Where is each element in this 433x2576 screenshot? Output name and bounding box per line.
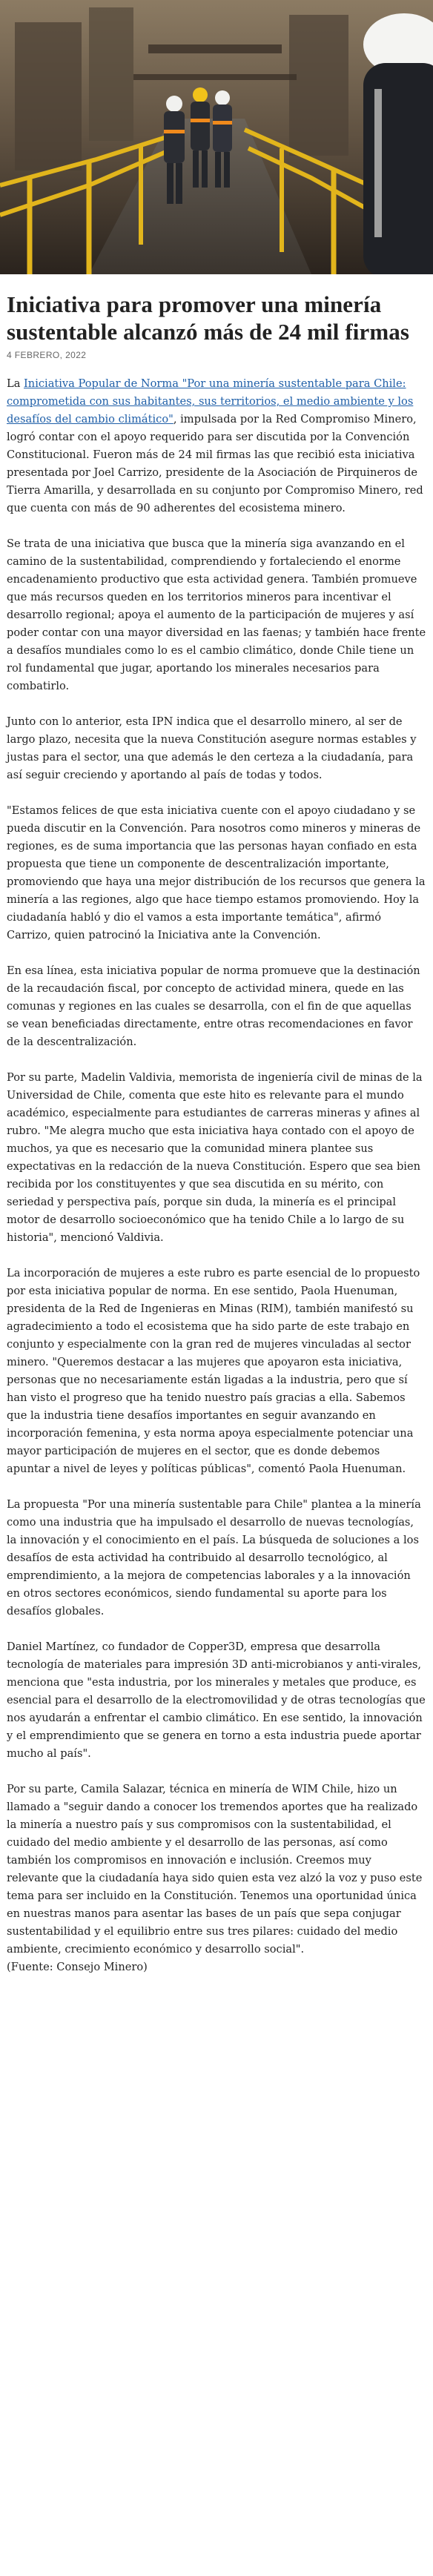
miners-walkway-illustration xyxy=(0,0,433,274)
paragraph-3: Junto con lo anterior, esta IPN indica que el desarrollo minero, al ser de largo plazo, necesita que la nueva Constitución asegure normas estables y justas para el sector, una que además le den certeza a la ciudadanía, para así seguir creciendo y aportando al país de todas y todos. xyxy=(7,715,417,781)
paragraph-1-lead: La xyxy=(7,377,24,390)
article-title: Iniciativa para promover una minería sustentable alcanzó más de 24 mil firmas xyxy=(7,291,410,345)
paragraph-6: Por su parte, Madelin Valdivia, memorista de ingeniería civil de minas de la Universidad de Chile, comenta que este hito es relevante para el mundo académico, especialmente para estudiantes de carreras mineras y afines al rubro. "Me alegra mucho que esta iniciativa haya contado con el apoyo de muchos, ya que es necesario que la comunidad minera plantee sus expectativas en la redacción de la nueva Constitución. Espero que sea bien recibida por los constituyentes y que sea discutida en su mérito, con seriedad y perspectiva país, porque sin duda, la minería es el principal motor de desarrollo socioeconómico que ha tenido Chile a lo largo de su historia", mencionó Valdivia. xyxy=(7,1071,423,1244)
paragraph-5: En esa línea, esta iniciativa popular de norma promueve que la destinación de la recaudación fiscal, por concepto de actividad minera, quede en las comunas y regiones en las cuales se desarrolla, con el fin de que aquellas se vean beneficiadas directamente, entre otras recomendaciones en favor de la descentralización. xyxy=(7,964,420,1048)
article-date: 4 FEBRERO, 2022 xyxy=(7,350,87,360)
paragraph-7: La incorporación de mujeres a este rubro es parte esencial de lo propuesto por esta iniciativa popular de norma. En ese sentido, Paola Huenuman, presidenta de la Red de Ingenieras en Minas (RIM), también manifestó su agradecimiento a todo el ecosistema que ha sido parte de este trabajo en conjunto y especialmente con la gran red de mujeres vinculadas al sector minero. "Queremos destacar a las mujeres que apoyaron esta iniciativa, personas que no necesariamente están ligadas a la industria, pero que sí han visto el progreso que ha tenido nuestro país gracias a ella. Sabemos que la industria tiene desafíos importantes en seguir avanzando en incorporación femenina, y esta norma apoya especialmente potenciar una mayor participación de mujeres en el sector, que es donde debemos apuntar a nivel de leyes y políticas públicas", comentó Paola Huenuman. xyxy=(7,1267,420,1475)
paragraph-8: La propuesta "Por una minería sustentable para Chile" plantea a la minería como una industria que ha impulsado el desarrollo de nuevas tecnologías, la innovación y el conocimiento en el país. La búsqueda de soluciones a los desafíos de esta actividad ha contribuido al desarrollo tecnológico, al emprendimiento, a la mejora de competencias laborales y a la innovación en otros sectores económicos, siendo fundamental su aporte para los desafíos globales. xyxy=(7,1498,421,1618)
article-source: (Fuente: Consejo Minero) xyxy=(7,1961,148,1973)
paragraph-2: Se trata de una iniciativa que busca que la minería siga avanzando en el camino de la sustentabilidad, comprendiendo y fortaleciendo el enorme encadenamiento productivo que esta actividad genera. También promueve que más recursos queden en los territorios mineros para incentivar el desarrollo regional; apoya el aumento de la participación de mujeres y así poder contar con una mayor diversidad en las faenas; y también hace frente a desafíos mundiales como lo es el cambio climático, donde Chile tiene un rol fundamental que jugar, aportando los minerales necesarios para combatirlo. xyxy=(7,537,426,692)
hero-image xyxy=(0,0,433,274)
paragraph-10: Por su parte, Camila Salazar, técnica en minería de WIM Chile, hizo un llamado a "seguir dando a conocer los tremendos aportes que ha realizado la minería a nuestro país y sus compromisos con la sustentabilidad, el cuidado del medio ambiente y el desarrollo de las personas, así como también los compromisos en innovación e inclusión. Creemos muy relevante que la ciudadanía haya sido quien esta vez alzó la voz y puso este tema para ser incluido en la Constitución. Tenemos una oportunidad única en nuestras manos para asentar las bases de un país que sepa conjugar sustentabilidad y el equilibrio entre sus tres pilares: cuidado del medio ambiente, crecimiento económico y desarrollo social". xyxy=(7,1783,423,1956)
paragraph-1 xyxy=(7,375,426,517)
initiative-link[interactable]: Iniciativa Popular de Norma "Por una minería sustentable para Chile: comprometida con sus habitantes, sus territorios, el medio ambiente y los desafíos del cambio climático" xyxy=(7,377,414,426)
paragraph-1-rest: , impulsada por la Red Compromiso Minero, logró contar con el apoyo requerido para ser discutida por la Convención Constitucional. Fueron más de 24 mil firmas las que recibió esta iniciativa presentada por Joel Carrizo, presidente de la Asociación de Pirquineros de Tierra Amarilla, y desarrollada en su conjunto por Compromiso Minero, red que cuenta con más de 90 adherentes del ecosistema minero. xyxy=(7,413,423,514)
paragraph-4: "Estamos felices de que esta iniciativa cuente con el apoyo ciudadano y se pueda discutir en la Convención. Para nosotros como mineros y mineras de regiones, es de suma importancia que las personas hayan confiado en esta propuesta que tiene un componente de descentralización importante, promoviendo que haya una mejor distribución de los recursos que genera la minería a las regiones, algo que hace tiempo estamos promoviendo. Hoy la ciudadanía habló y dio el vamos a esta importante temática", afirmó Carrizo, quien patrocinó la Iniciativa ante la Convención. xyxy=(7,804,426,941)
paragraph-9: Daniel Martínez, co fundador de Copper3D, empresa que desarrolla tecnología de materiales para impresión 3D anti-microbianos y anti-virales, menciona que "esta industria, por los minerales y metales que produce, es esencial para el desarrollo de la electromovilidad y de otras tecnologías que nos ayudarán a enfrentar el cambio climático. En ese sentido, la innovación y el emprendimiento que se genera en torno a esta industria puede aportar mucho al país". xyxy=(7,1640,426,1760)
article-content xyxy=(0,274,433,1976)
